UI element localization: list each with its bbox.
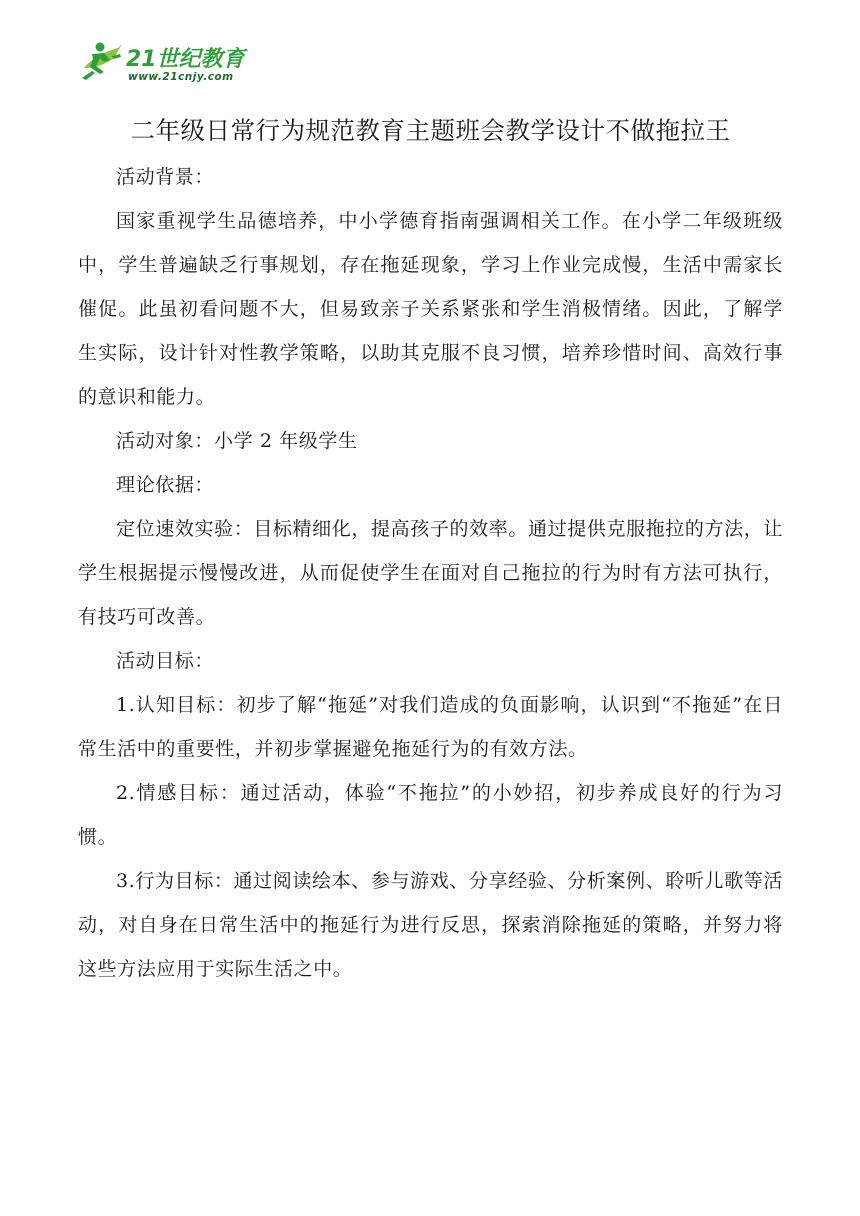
section-label-goals: 活动目标： — [116, 650, 215, 672]
logo-site-text: www.21cnjy.com — [128, 71, 234, 83]
document-body — [78, 107, 783, 991]
running-figure-icon — [78, 38, 248, 84]
site-logo[interactable] — [78, 38, 248, 84]
background-paragraph: 国家重视学生品德培养，中小学德育指南强调相关工作。在小学二年级班级中，学生普遍缺乏行事规划，存在拖延现象，学习上作业完成慢，生活中需家长催促。此虽初看问题不大，但易致亲子关系紧张和学生消极情绪。因此，了解学生实际，设计针对性教学策略，以助其克服不良习惯，培养珍惜时间、高效行事的意识和能力。 — [78, 210, 783, 408]
document-title: 二年级日常行为规范教育主题班会教学设计不做拖拉王 — [130, 116, 731, 145]
goal-cognitive: 1.认知目标：初步了解“拖延”对我们造成的负面影响，认识到“不拖延”在日常生活中的重要性，并初步掌握避免拖延行为的有效方法。 — [78, 694, 783, 760]
section-label-background: 活动背景： — [116, 166, 215, 188]
target-audience: 活动对象：小学 2 年级学生 — [116, 430, 358, 452]
theory-paragraph: 定位速效实验：目标精细化，提高孩子的效率。通过提供克服拖拉的方法，让学生根据提示慢慢改进，从而促使学生在面对自己拖拉的行为时有方法可执行，有技巧可改善。 — [78, 518, 783, 628]
goal-behavioral: 3.行为目标：通过阅读绘本、参与游戏、分享经验、分析案例、聆听儿歌等活动，对自身在日常生活中的拖延行为进行反思，探索消除拖延的策略，并努力将这些方法应用于实际生活之中。 — [78, 870, 783, 980]
logo-brand-text: 21世纪教育 — [126, 47, 245, 72]
section-label-theory: 理论依据： — [116, 474, 215, 496]
goal-emotional: 2.情感目标：通过活动，体验“不拖拉”的小妙招，初步养成良好的行为习惯。 — [78, 782, 783, 848]
